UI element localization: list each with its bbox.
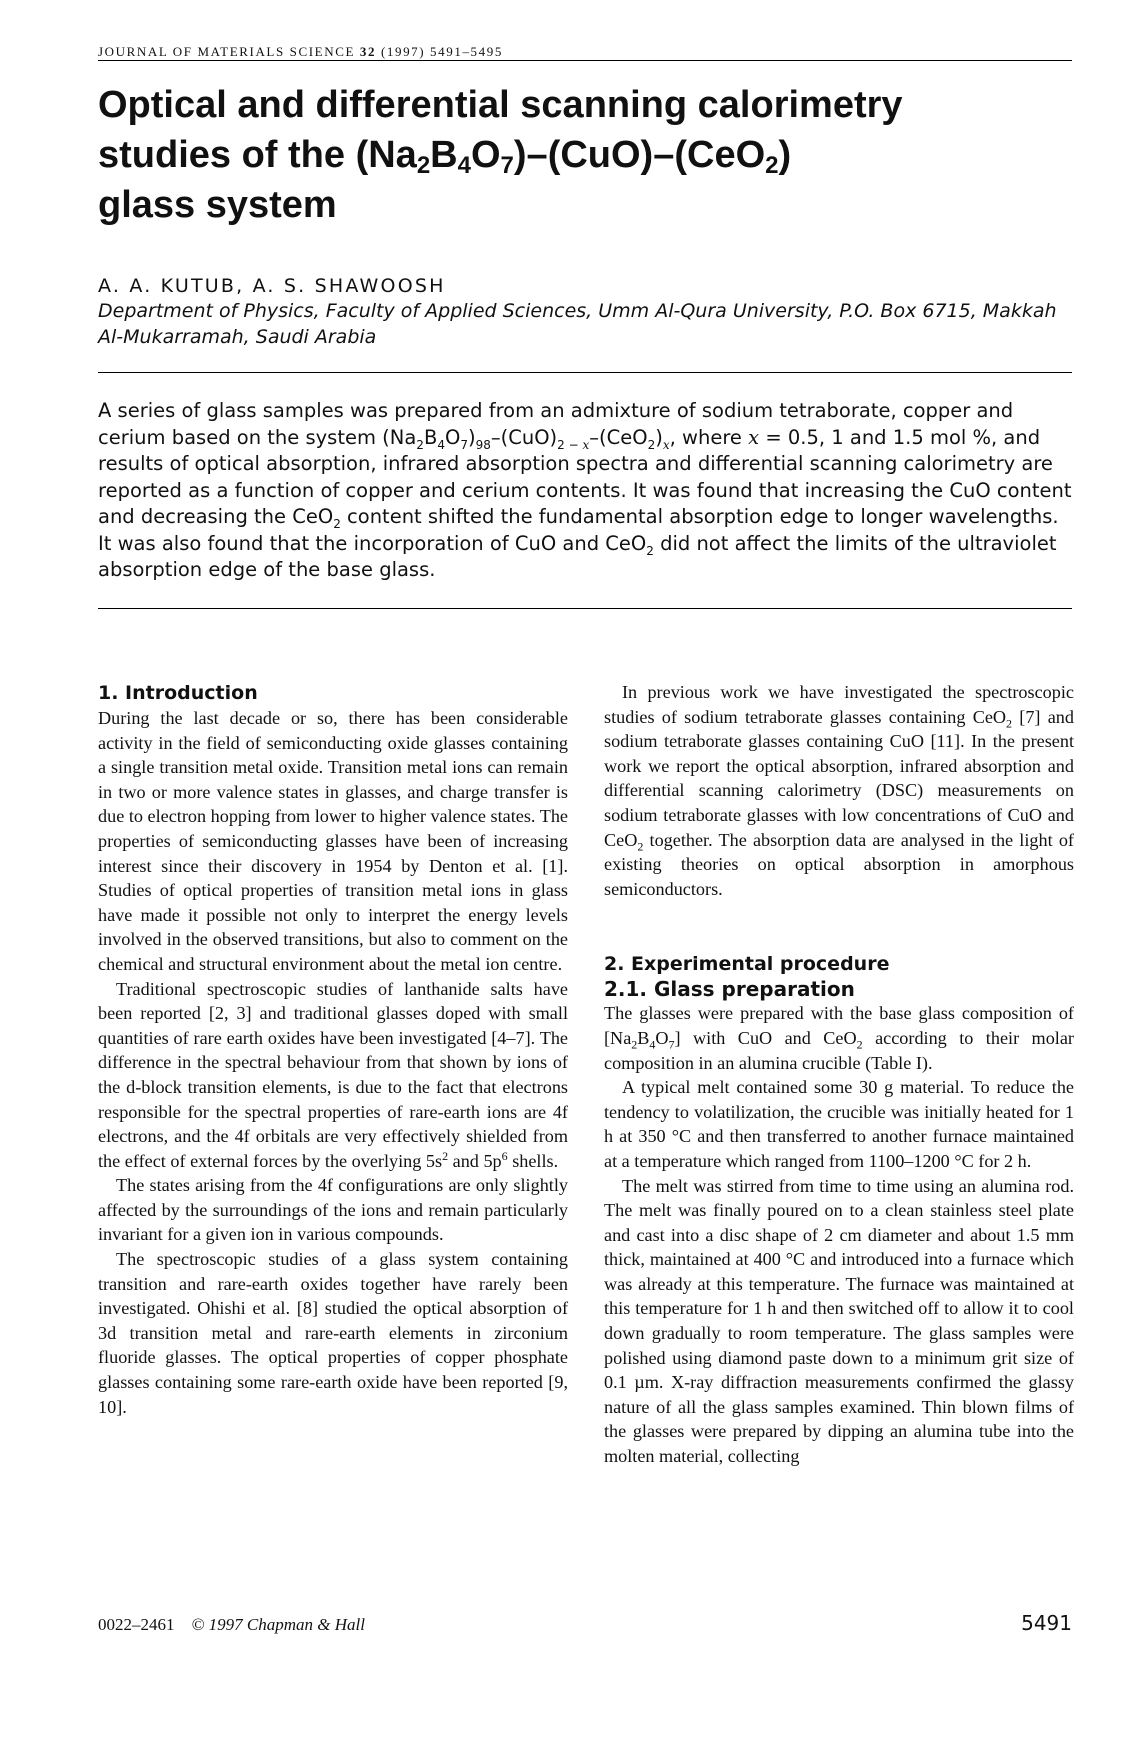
author-affiliation: Department of Physics, Faculty of Applied Sciences, Umm Al-Qura University, P.O. Box 6715, Makkah Al-Mukarramah, Saudi Arabia <box>98 300 1057 348</box>
intro-paragraph-2: Traditional spectroscopic studies of lanthanide salts have been reported [2, 3] and traditional glasses doped with small quantities of rare earth oxides have been investigated [4–7]. The difference in the spectral behaviour from that shown by ions of the d-block transition elements, is due to the fact that electrons responsible for the spectral properties of rare-earth ions are 4f electrons, and the 4f orbitals are very effectively shielded from the effect of external forces by the overlying $5s^2$ and $5p^6$ shells. <box>98 978 568 1171</box>
subsection-heading-glass-preparation: 2.1. Glass preparation <box>604 977 855 1002</box>
footer-copyright: © 1997 Chapman & Hall <box>191 1615 365 1634</box>
section-heading-introduction: 1. Introduction <box>98 682 258 704</box>
footer-issn: 0022–2461 © 1997 Chapman & Hall <box>98 1615 365 1634</box>
journal-volume: 32 <box>359 44 377 59</box>
experimental-paragraph-2: A typical melt contained some 30 g material. To reduce the tendency to volatilization, the crucible was initially heated for 1 h at 350 °C and then transferred to another furnace maintained at a temperature which ranged from 1100–1200 °C for 2 h. <box>604 1077 1074 1171</box>
right-column <box>604 680 1074 1469</box>
experimental-paragraph-1: The glasses were prepared with the base glass composition of $[Na_2B_4O_7]$ with CuO and CeO$_2$ according to their molar composition in an alumina crucible (Table I). <box>604 1003 1074 1073</box>
intro-paragraph-3: The states arising from the 4f configurations are only slightly affected by the surroundings of the ions and remain particularly invariant for a given ion in various compounds. <box>98 1175 568 1245</box>
section-heading-experimental: 2. Experimental procedure <box>604 953 890 976</box>
section-gap <box>604 901 1074 951</box>
journal-year-pages: (1997) 5491–5495 <box>380 44 503 59</box>
intro-paragraph-1: During the last decade or so, there has been considerable activity in the field of semiconducting oxide glasses containing a single transition metal oxide. Transition metal ions can remain in two or more valence states in glasses, and charge transfer is due to electron hopping from lower to higher valence states. The properties of semiconducting glasses have been of increasing interest since their discovery in 1954 by Denton et al. [1]. Studies of optical properties of transition metal ions in glass have made it possible not only to interpret the energy levels involved in the observed transitions, but also to comment on the chemical and structural environment about the metal ion centre. <box>98 708 568 974</box>
author-list: A. A. KUTUB, A. S. SHAWOOSH <box>98 275 446 297</box>
intro-paragraph-4: The spectroscopic studies of a glass system containing transition and rare-earth oxides together have rarely been investigated. Ohishi et al. [8] studied the optical absorption of 3d transition metal and rare-earth elements in zirconium fluoride glasses. The optical properties of copper phosphate glasses containing some rare-earth oxide have been reported [9, 10]. <box>98 1249 568 1417</box>
title-line-3: glass system <box>98 184 337 226</box>
left-column <box>98 680 568 1419</box>
title-line-1: Optical and differential scanning calorimetry <box>98 84 903 126</box>
abstract-top-rule <box>98 372 1072 373</box>
experimental-paragraph-3: The melt was stirred from time to time using an alumina rod. The melt was finally poured on to a clean stainless steel plate and cast into a disc shape of 2 cm diameter and about 1.5 mm thick, maintained at 400 °C and introduced into a furnace which was already at this temperature. The furnace was maintained at this temperature for 1 h and then switched off to allow it to cool down gradually to room temperature. The glass samples were polished using diamond paste down to a minimum grit size of 0.1 µm. X-ray diffraction measurements confirmed the glassy nature of all the glass samples examined. Thin blown films of the glasses were prepared by dipping an alumina tube into the molten material, collecting <box>604 1175 1074 1467</box>
page-number: 5491 <box>1021 1611 1072 1635</box>
paper-title <box>98 80 1058 230</box>
header-rule <box>98 60 1072 61</box>
intro-paragraph-5: In previous work we have investigated the spectroscopic studies of sodium tetraborate glasses containing CeO$_2$ [7] and sodium tetraborate glasses containing CuO [11]. In the present work we report the optical absorption, infrared absorption and differential scanning calorimetry (DSC) measurements on sodium tetraborate glasses with low concentrations of CuO and CeO$_2$ together. The absorption data are analysed in the light of existing theories on optical absorption in amorphous semiconductors. <box>604 682 1074 899</box>
title-line-2: studies of the $(Na_2B_4O_7)-(CuO)-(CeO_2)$ <box>98 134 792 179</box>
running-head <box>98 44 503 60</box>
journal-name: JOURNAL OF MATERIALS SCIENCE <box>98 44 356 59</box>
abstract: A series of glass samples was prepared from an admixture of sodium tetraborate, copper and cerium based on the system $(Na_2B_4O_7)_{98}-(CuO)_{2 - x}-(CeO_2)_x$, where x = 0.5, 1 and 1.5 mol %, and results of optical absorption, infrared absorption spectra and differential scanning calorimetry are reported as a function of copper and cerium contents. It was found that increasing the CuO content and decreasing the CeO$_2$ content shifted the fundamental absorption edge to longer wavelengths. It was also found that the incorporation of CuO and CeO$_2$ did not affect the limits of the ultraviolet absorption edge of the base glass. <box>98 399 1072 581</box>
abstract-bottom-rule <box>98 608 1072 609</box>
